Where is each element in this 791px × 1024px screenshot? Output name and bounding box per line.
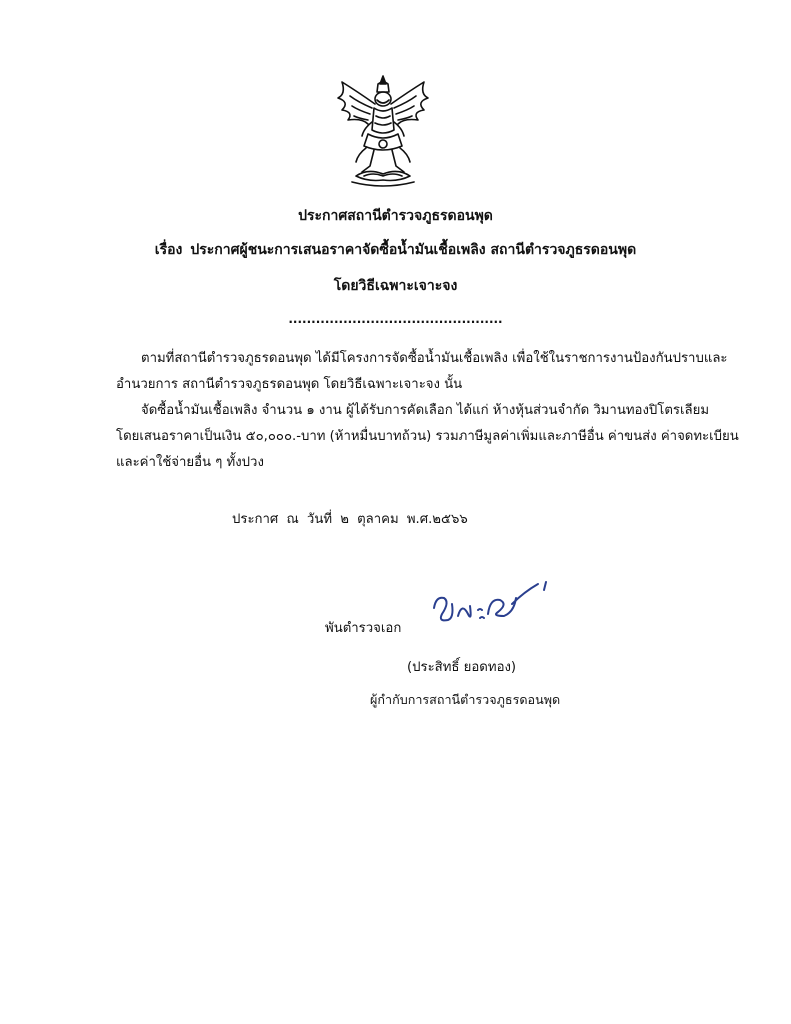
- subject-text: ประกาศผู้ชนะการเสนอราคาจัดซื้อน้ำมันเชื้อเพลิง สถานีตำรวจภูธรดอนพุด: [190, 242, 637, 258]
- paragraph-2-line-2: โดยเสนอราคาเป็นเงิน ๕๐,๐๐๐.-บาท (ห้าหมื่นบาทถ้วน) รวมภาษีมูลค่าเพิ่มและภาษีอื่น ค่าขนส่ง ค่าจดทะเบียน: [116, 429, 739, 444]
- dotted-divider: ...............................................: [288, 312, 503, 326]
- document-title: ประกาศสถานีตำรวจภูธรดอนพุด: [298, 208, 493, 224]
- procurement-method: โดยวิธีเฉพาะเจาะจง: [333, 278, 458, 294]
- document-subject: [0, 239, 791, 261]
- paragraph-2-line-1: จัดซื้อน้ำมันเชื้อเพลิง จำนวน ๑ งาน ผู้ได้รับการคัดเลือก ได้แก่ ห้างหุ้นส่วนจำกัด วิมานทองปิโตรเลียม: [141, 403, 710, 418]
- signer-rank: พันตำรวจเอก: [325, 621, 402, 636]
- announcement-date: ประกาศ ณ วันที่ ๒ ตุลาคม พ.ศ.๒๕๖๖: [232, 512, 468, 527]
- signer-position: ผู้กำกับการสถานีตำรวจภูธรดอนพุด: [370, 692, 561, 707]
- paragraph-2-line-3: และค่าใช้จ่ายอื่น ๆ ทั้งปวง: [116, 455, 264, 470]
- garuda-emblem-icon: [328, 72, 438, 190]
- handwritten-signature: [428, 578, 552, 630]
- paragraph-1-line-2: อำนวยการ สถานีตำรวจภูธรดอนพุด โดยวิธีเฉพาะเจาะจง นั้น: [116, 377, 463, 392]
- paragraph-1-line-1: ตามที่สถานีตำรวจภูธรดอนพุด ได้มีโครงการจัดซื้อน้ำมันเชื้อเพลิง เพื่อใช้ในราชการงานป้องกันปราบและ: [141, 351, 728, 366]
- subject-label: เรื่อง: [154, 242, 183, 258]
- signer-name: (ประสิทธิ์ ยอดทอง): [407, 660, 517, 675]
